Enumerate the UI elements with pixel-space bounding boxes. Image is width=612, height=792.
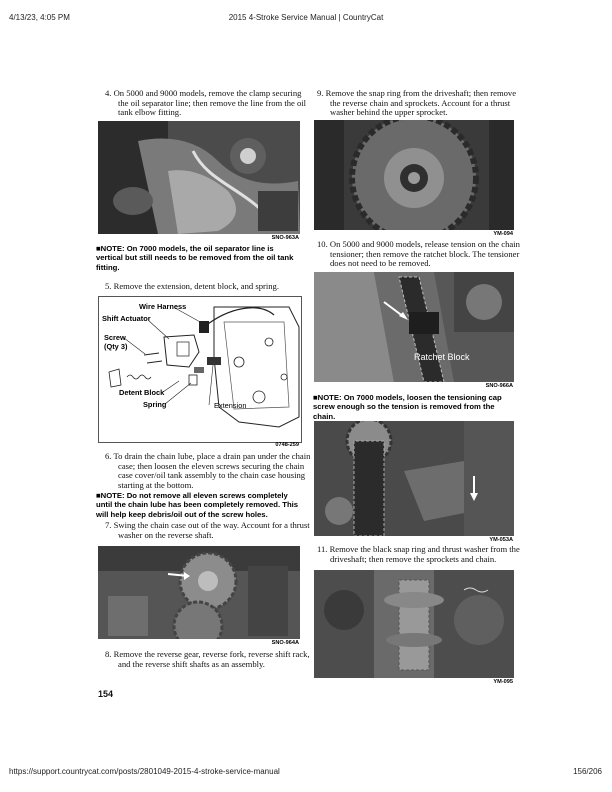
step-4: 4. On 5000 and 9000 models, remove the clamp securing the oil separator line; then remove the line from the oil tank elbow fitting.	[105, 88, 307, 118]
label-extension: Extension	[214, 401, 247, 410]
diagram-caption: 0748-259	[275, 442, 299, 448]
note-oil-separator: ■NOTE: On 7000 models, the oil separator line is vertical but still needs to be removed from the oil tank fitting.	[96, 244, 294, 272]
label-qty: (Qty 3)	[104, 342, 128, 351]
step-11: 11. Remove the black snap ring and thrust washer from the driveshaft; then remove the sprockets and chain.	[317, 544, 520, 564]
label-wire-harness: Wire Harness	[139, 302, 187, 311]
note-tensioning-cap: ■NOTE: On 7000 models, loosen the tensioning cap screw enough so the tension is removed from the chain.	[313, 393, 502, 421]
page-number: 154	[98, 689, 114, 699]
step-8: 8. Remove the reverse gear, reverse fork, reverse shift rack, and the reverse shift shafts as an assembly.	[105, 649, 310, 669]
print-title: 2015 4-Stroke Service Manual | CountryCat	[228, 13, 384, 22]
print-page-count: 156/206	[573, 767, 602, 776]
print-url[interactable]: https://support.countrycat.com/posts/2801049-2015-4-stroke-service-manual	[9, 767, 280, 776]
photo-caption: SNO-963A	[271, 235, 299, 241]
photo-tensioner	[314, 421, 514, 536]
note-eleven-screws: ■NOTE: Do not remove all eleven screws completely until the chain lube has been completely removed. This will help keep debris/oil out of the screw holes.	[96, 491, 299, 519]
step-9: 9. Remove the snap ring from the driveshaft; then remove the reverse chain and sprockets. Account for a thrust washer behind the upper sprocket.	[317, 88, 517, 118]
photo-caption: YM-053A	[489, 537, 513, 543]
print-datetime: 4/13/23, 4:05 PM	[9, 13, 70, 22]
shift-actuator-diagram	[98, 296, 302, 443]
label-ratchet-block: Ratchet Block	[414, 352, 470, 362]
label-screw: Screw	[104, 333, 126, 342]
photo-caption: YM-095	[493, 679, 513, 685]
label-spring: Spring	[143, 400, 167, 409]
step-10: 10. On 5000 and 9000 models, release tension on the chain tensioner; then remove the ratchet block. The tensioner does not need to be removed.	[317, 239, 520, 269]
label-shift-actuator: Shift Actuator	[102, 314, 151, 323]
photo-reverse-gear	[98, 546, 300, 639]
photo-sprockets-chain	[314, 570, 514, 678]
photo-caption: SNO-966A	[485, 383, 513, 389]
step-7: 7. Swing the chain case out of the way. Account for a thrust washer on the reverse shaft.	[105, 520, 310, 540]
step-6: 6. To drain the chain lube, place a drain pan under the chain case; then loosen the eleven screws securing the chain case cover/oil tank assembly to the chain case housing starting at the bottom.	[105, 451, 311, 490]
photo-caption: YM-094	[493, 231, 513, 237]
photo-oil-separator	[98, 121, 300, 234]
step-5: 5. Remove the extension, detent block, and spring.	[105, 281, 279, 291]
photo-caption: SNO-964A	[271, 640, 299, 646]
photo-ratchet-block	[314, 272, 514, 382]
label-detent-block: Detent Block	[119, 388, 165, 397]
photo-reverse-chain	[314, 120, 514, 230]
